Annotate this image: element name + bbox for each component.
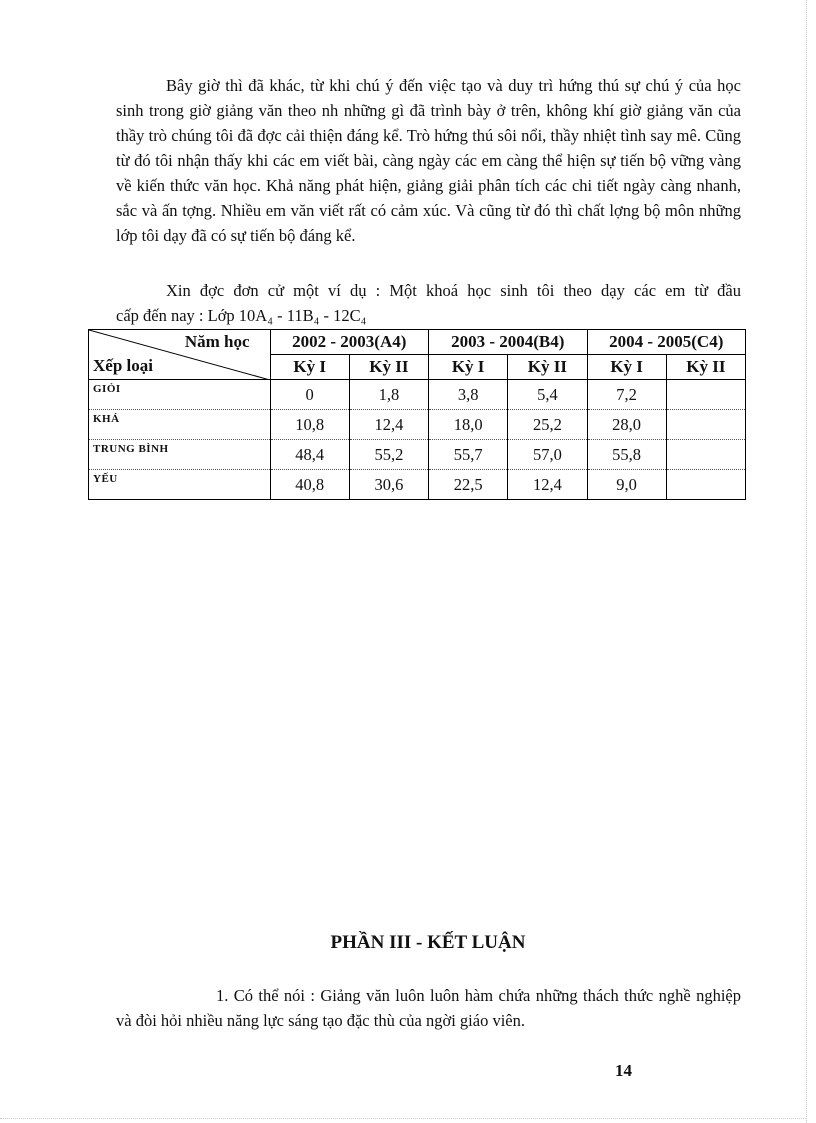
table-cell (666, 410, 745, 440)
term-header: Kỳ II (666, 355, 745, 380)
table-cell: 10,8 (270, 410, 349, 440)
table-corner-cell (89, 330, 271, 380)
table-cell: 18,0 (429, 410, 508, 440)
paragraph-example (116, 278, 741, 328)
table-row (89, 470, 746, 500)
table-cell: 5,4 (508, 380, 587, 410)
paragraph-example-line-2: cấp đến nay : Lớp 10A₄ - 11B₄ - 12C₄ (116, 306, 367, 325)
table-row (89, 380, 746, 410)
table-cell: 12,4 (349, 410, 428, 440)
table-cell: 3,8 (429, 380, 508, 410)
table-cell: 30,6 (349, 470, 428, 500)
grades-table (88, 329, 746, 500)
table-cell: 55,8 (587, 440, 666, 470)
row-label: GIỎI (89, 380, 271, 410)
corner-label-ranking: Xếp loại (93, 356, 153, 375)
table-cell: 57,0 (508, 440, 587, 470)
table-cell: 22,5 (429, 470, 508, 500)
table-row (89, 410, 746, 440)
row-label: TRUNG BÌNH (89, 440, 271, 470)
section-heading: PHẦN III - KẾT LUẬN (330, 932, 526, 953)
table-cell: 1,8 (349, 380, 428, 410)
table-row (89, 440, 746, 470)
table-cell: 9,0 (587, 470, 666, 500)
year-header: 2002 - 2003(A4) (270, 330, 428, 355)
row-label: YẾU (89, 470, 271, 500)
table-header-years (89, 330, 746, 355)
row-label: KHÁ (89, 410, 271, 440)
paragraph-conclusion: 1. Có thể nói : Giảng văn luôn luôn hàm chứa những thách thức nghề nghiệp và đòi hỏi nhiều năng lực sáng tạo đặc thù của ngời giáo viên. (116, 986, 741, 1030)
paragraph-intro: Bây giờ thì đã khác, từ khi chú ý đến việc tạo và duy trì hứng thú sự chú ý của học sinh trong giờ giảng văn theo nh những gì đã trình bày ở trên, không khí giờ giảng văn của thầy trò chúng tôi đã đợc cải thiện đáng kể. Trò hứng thú sôi nổi, thầy nhiệt tình say mê. Cũng từ đó tôi nhận thấy khi các em viết bài, càng ngày các em càng thể hiện sự tiến bộ vững vàng về kiến thức văn học. Khả năng phát hiện, giảng giải phân tích các chi tiết ngày càng nhanh, sắc và ấn tợng. Nhiều em văn viết rất có cảm xúc. Và cũng từ đó thì chất lợng bộ môn những lớp tôi dạy đã có sự tiến bộ đáng kể. (116, 76, 741, 245)
term-header: Kỳ I (429, 355, 508, 380)
table-cell: 48,4 (270, 440, 349, 470)
year-header: 2004 - 2005(C4) (587, 330, 746, 355)
term-header: Kỳ I (587, 355, 666, 380)
year-header: 2003 - 2004(B4) (429, 330, 587, 355)
page-border-bottom (0, 1118, 806, 1119)
table-cell: 25,2 (508, 410, 587, 440)
page-number: 14 (615, 1061, 632, 1080)
table-cell (666, 380, 745, 410)
table-cell: 12,4 (508, 470, 587, 500)
table-cell: 0 (270, 380, 349, 410)
table-cell: 55,2 (349, 440, 428, 470)
paragraph-example-line-1: Xin đợc đơn cử một ví dụ : Một khoá học sinh tôi theo dạy các em từ đầu (166, 281, 741, 300)
table-cell: 28,0 (587, 410, 666, 440)
page-border-right (806, 0, 807, 1123)
table-cell: 55,7 (429, 440, 508, 470)
table-cell (666, 440, 745, 470)
table-cell: 7,2 (587, 380, 666, 410)
term-header: Kỳ II (349, 355, 428, 380)
term-header: Kỳ I (270, 355, 349, 380)
table-cell (666, 470, 745, 500)
corner-label-year: Năm học (184, 332, 250, 351)
table-cell: 40,8 (270, 470, 349, 500)
term-header: Kỳ II (508, 355, 587, 380)
